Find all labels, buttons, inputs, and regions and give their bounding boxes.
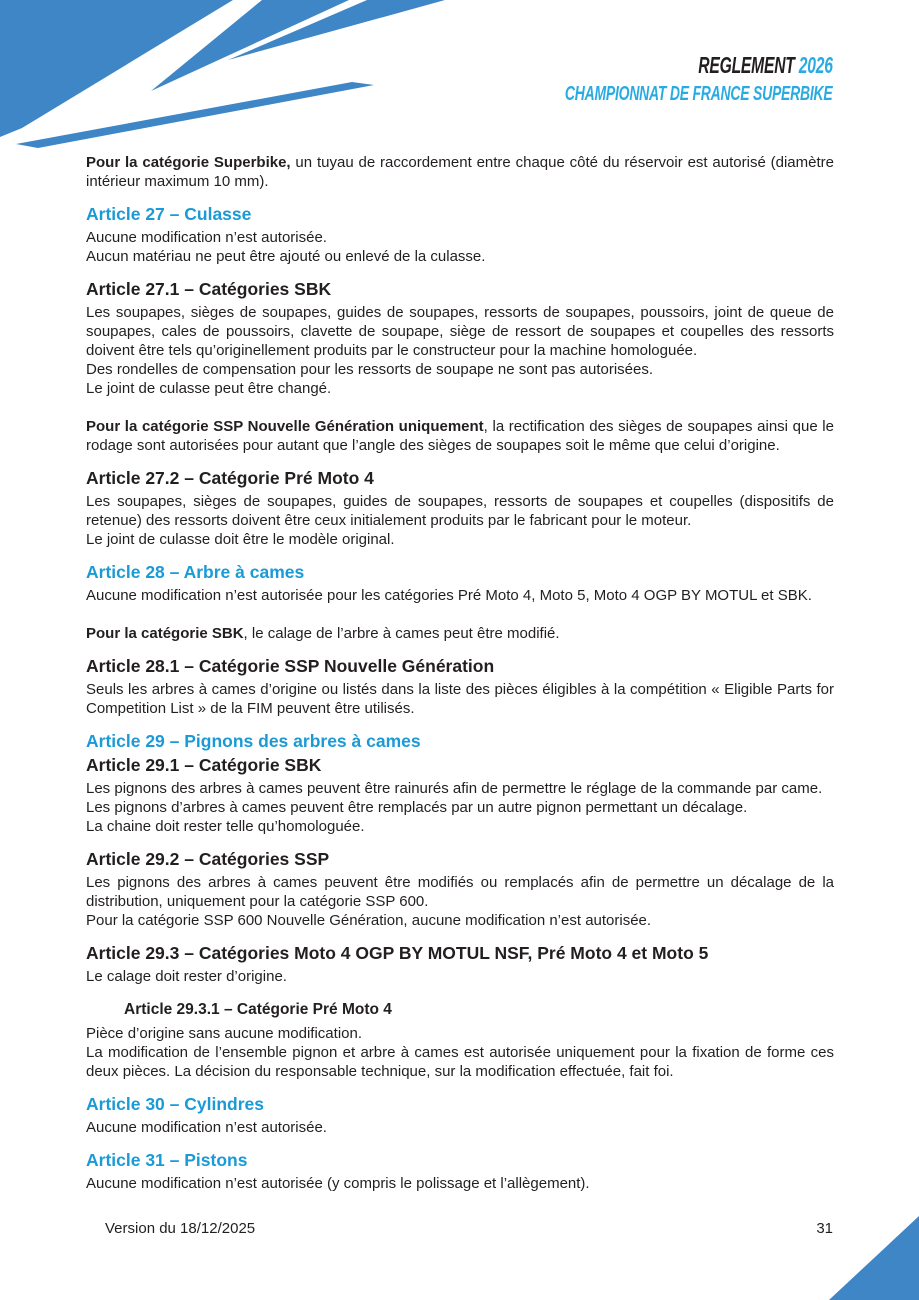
footer-page-number: 31 (816, 1220, 833, 1237)
paragraph (86, 873, 834, 911)
text-run: Aucune modification n’est autorisée pour les catégories Pré Moto 4, Moto 5, Moto 4 OGP BY MOTUL et SBK. (86, 587, 812, 604)
text-run: La modification de l’ensemble pignon et arbre à cames est autorisée uniquement pour la fixation de forme ces deux pièces. La décision du responsable technique, sur la modification effectuée, fait foi. (86, 1044, 834, 1080)
footer-version-text: Version du 18/12/2025 (105, 1220, 256, 1237)
header-reglement-text: REGLEMENT (698, 52, 795, 78)
text-run: Seuls les arbres à cames d’origine ou listés dans la liste des pièces éligibles à la compétition « Eligible Parts for Competition List » de la FIM peuvent être utilisés. (86, 681, 834, 717)
text-run: Les pignons des arbres à cames peuvent être modifiés ou remplacés afin de permettre un décalage de la distribution, uniquement pour la catégorie SSP 600. (86, 874, 834, 910)
paragraph (86, 624, 834, 643)
article-heading: Article 29.2 – Catégories SSP (86, 849, 330, 869)
paragraph (86, 586, 834, 605)
document-body (86, 153, 834, 1193)
text-run: un tuyau de raccordement entre chaque côté du réservoir est autorisé (diamètre intérieur maximum 10 mm). (86, 154, 834, 190)
article-heading: Article 31 – Pistons (86, 1150, 248, 1170)
spacer (86, 605, 834, 624)
paragraph (86, 817, 834, 836)
paragraph (86, 967, 834, 986)
text-run: Des rondelles de compensation pour les ressorts de soupape ne sont pas autorisées. (86, 361, 654, 378)
text-run: , le calage de l’arbre à cames peut être modifié. (243, 625, 560, 642)
text-run: La chaine doit rester telle qu’homologuée. (86, 818, 365, 835)
article-heading: Article 29.3 – Catégories Moto 4 OGP BY MOTUL NSF, Pré Moto 4 et Moto 5 (86, 943, 709, 963)
text-run: Pièce d’origine sans aucune modification. (86, 1025, 362, 1042)
paragraph (86, 153, 834, 191)
paragraph (86, 228, 834, 247)
text-run: , la rectification des sièges de soupapes ainsi que le rodage sont autorisées pour autant que l’angle des sièges de soupapes soit le même que celui d’origine. (86, 418, 834, 454)
article-heading: Article 30 – Cylindres (86, 1094, 264, 1114)
article-heading: Article 27.2 – Catégorie Pré Moto 4 (86, 468, 374, 488)
paragraph (86, 492, 834, 530)
text-run: Les pignons d’arbres à cames peuvent être remplacés par un autre pignon permettant un décalage. (86, 799, 748, 816)
paragraph (86, 303, 834, 360)
paragraph (86, 680, 834, 718)
article-heading: Article 28 – Arbre à cames (86, 562, 305, 582)
paragraph (86, 417, 834, 455)
paragraph (86, 911, 834, 930)
text-run: Les soupapes, sièges de soupapes, guides de soupapes, ressorts de soupapes, poussoirs, joint de queue de soupapes, cales de poussoirs, clavette de soupape, siège de ressort de soupapes et coupelles des ressorts doivent être tels qu’originellement produits par le constructeur pour la machine homologuée. (86, 304, 834, 359)
page-footer (105, 1220, 833, 1237)
document-header (439, 50, 833, 107)
text-run: Les soupapes, sièges de soupapes, guides de soupapes, ressorts de soupapes et coupelles (dispositifs de retenue) des ressorts doivent être ceux initialement produits par le fabricant pour le moteur. (86, 493, 834, 529)
text-run: Aucune modification n’est autorisée. (86, 229, 327, 246)
paragraph (86, 798, 834, 817)
paragraph (86, 530, 834, 549)
top-left-decoration (0, 0, 460, 152)
bold-text-run: Pour la catégorie Superbike, (86, 154, 291, 171)
text-run: Le calage doit rester d’origine. (86, 968, 287, 985)
article-heading: Article 29 – Pignons des arbres à cames (86, 731, 421, 751)
paragraph (86, 379, 834, 398)
text-run: Le joint de culasse peut être changé. (86, 380, 332, 397)
decoration-triangle (829, 1216, 919, 1300)
paragraph (86, 779, 834, 798)
paragraph (86, 1118, 834, 1137)
article-heading: Article 29.1 – Catégorie SBK (86, 755, 322, 775)
paragraph (86, 247, 834, 266)
article-heading: Article 27 – Culasse (86, 204, 252, 224)
paragraph (86, 1174, 834, 1193)
text-run: Aucun matériau ne peut être ajouté ou enlevé de la culasse. (86, 248, 486, 265)
header-subtitle-line (439, 80, 833, 107)
text-run: Les pignons des arbres à cames peuvent être rainurés afin de permettre le réglage de la commande par came. (86, 780, 823, 797)
bottom-right-decoration (829, 1216, 919, 1300)
article-heading: Article 28.1 – Catégorie SSP Nouvelle Génération (86, 656, 495, 676)
bold-text-run: Pour la catégorie SSP Nouvelle Génération uniquement (86, 418, 484, 435)
text-run: Aucune modification n’est autorisée. (86, 1119, 327, 1136)
header-year-text: 2026 (799, 52, 833, 78)
paragraph (86, 1024, 834, 1043)
article-heading: Article 29.3.1 – Catégorie Pré Moto 4 (124, 1001, 392, 1018)
paragraph (86, 360, 834, 379)
header-championship-text: CHAMPIONNAT DE FRANCE SUPERBIKE (565, 82, 833, 106)
header-title-line (439, 50, 833, 80)
text-run: Aucune modification n’est autorisée (y compris le polissage et l’allègement). (86, 1175, 590, 1192)
article-heading: Article 27.1 – Catégories SBK (86, 279, 332, 299)
text-run: Le joint de culasse doit être le modèle original. (86, 531, 395, 548)
text-run: Pour la catégorie SSP 600 Nouvelle Génération, aucune modification n’est autorisée. (86, 912, 652, 929)
bold-text-run: Pour la catégorie SBK (86, 625, 244, 642)
spacer (86, 398, 834, 417)
paragraph (86, 1043, 834, 1081)
